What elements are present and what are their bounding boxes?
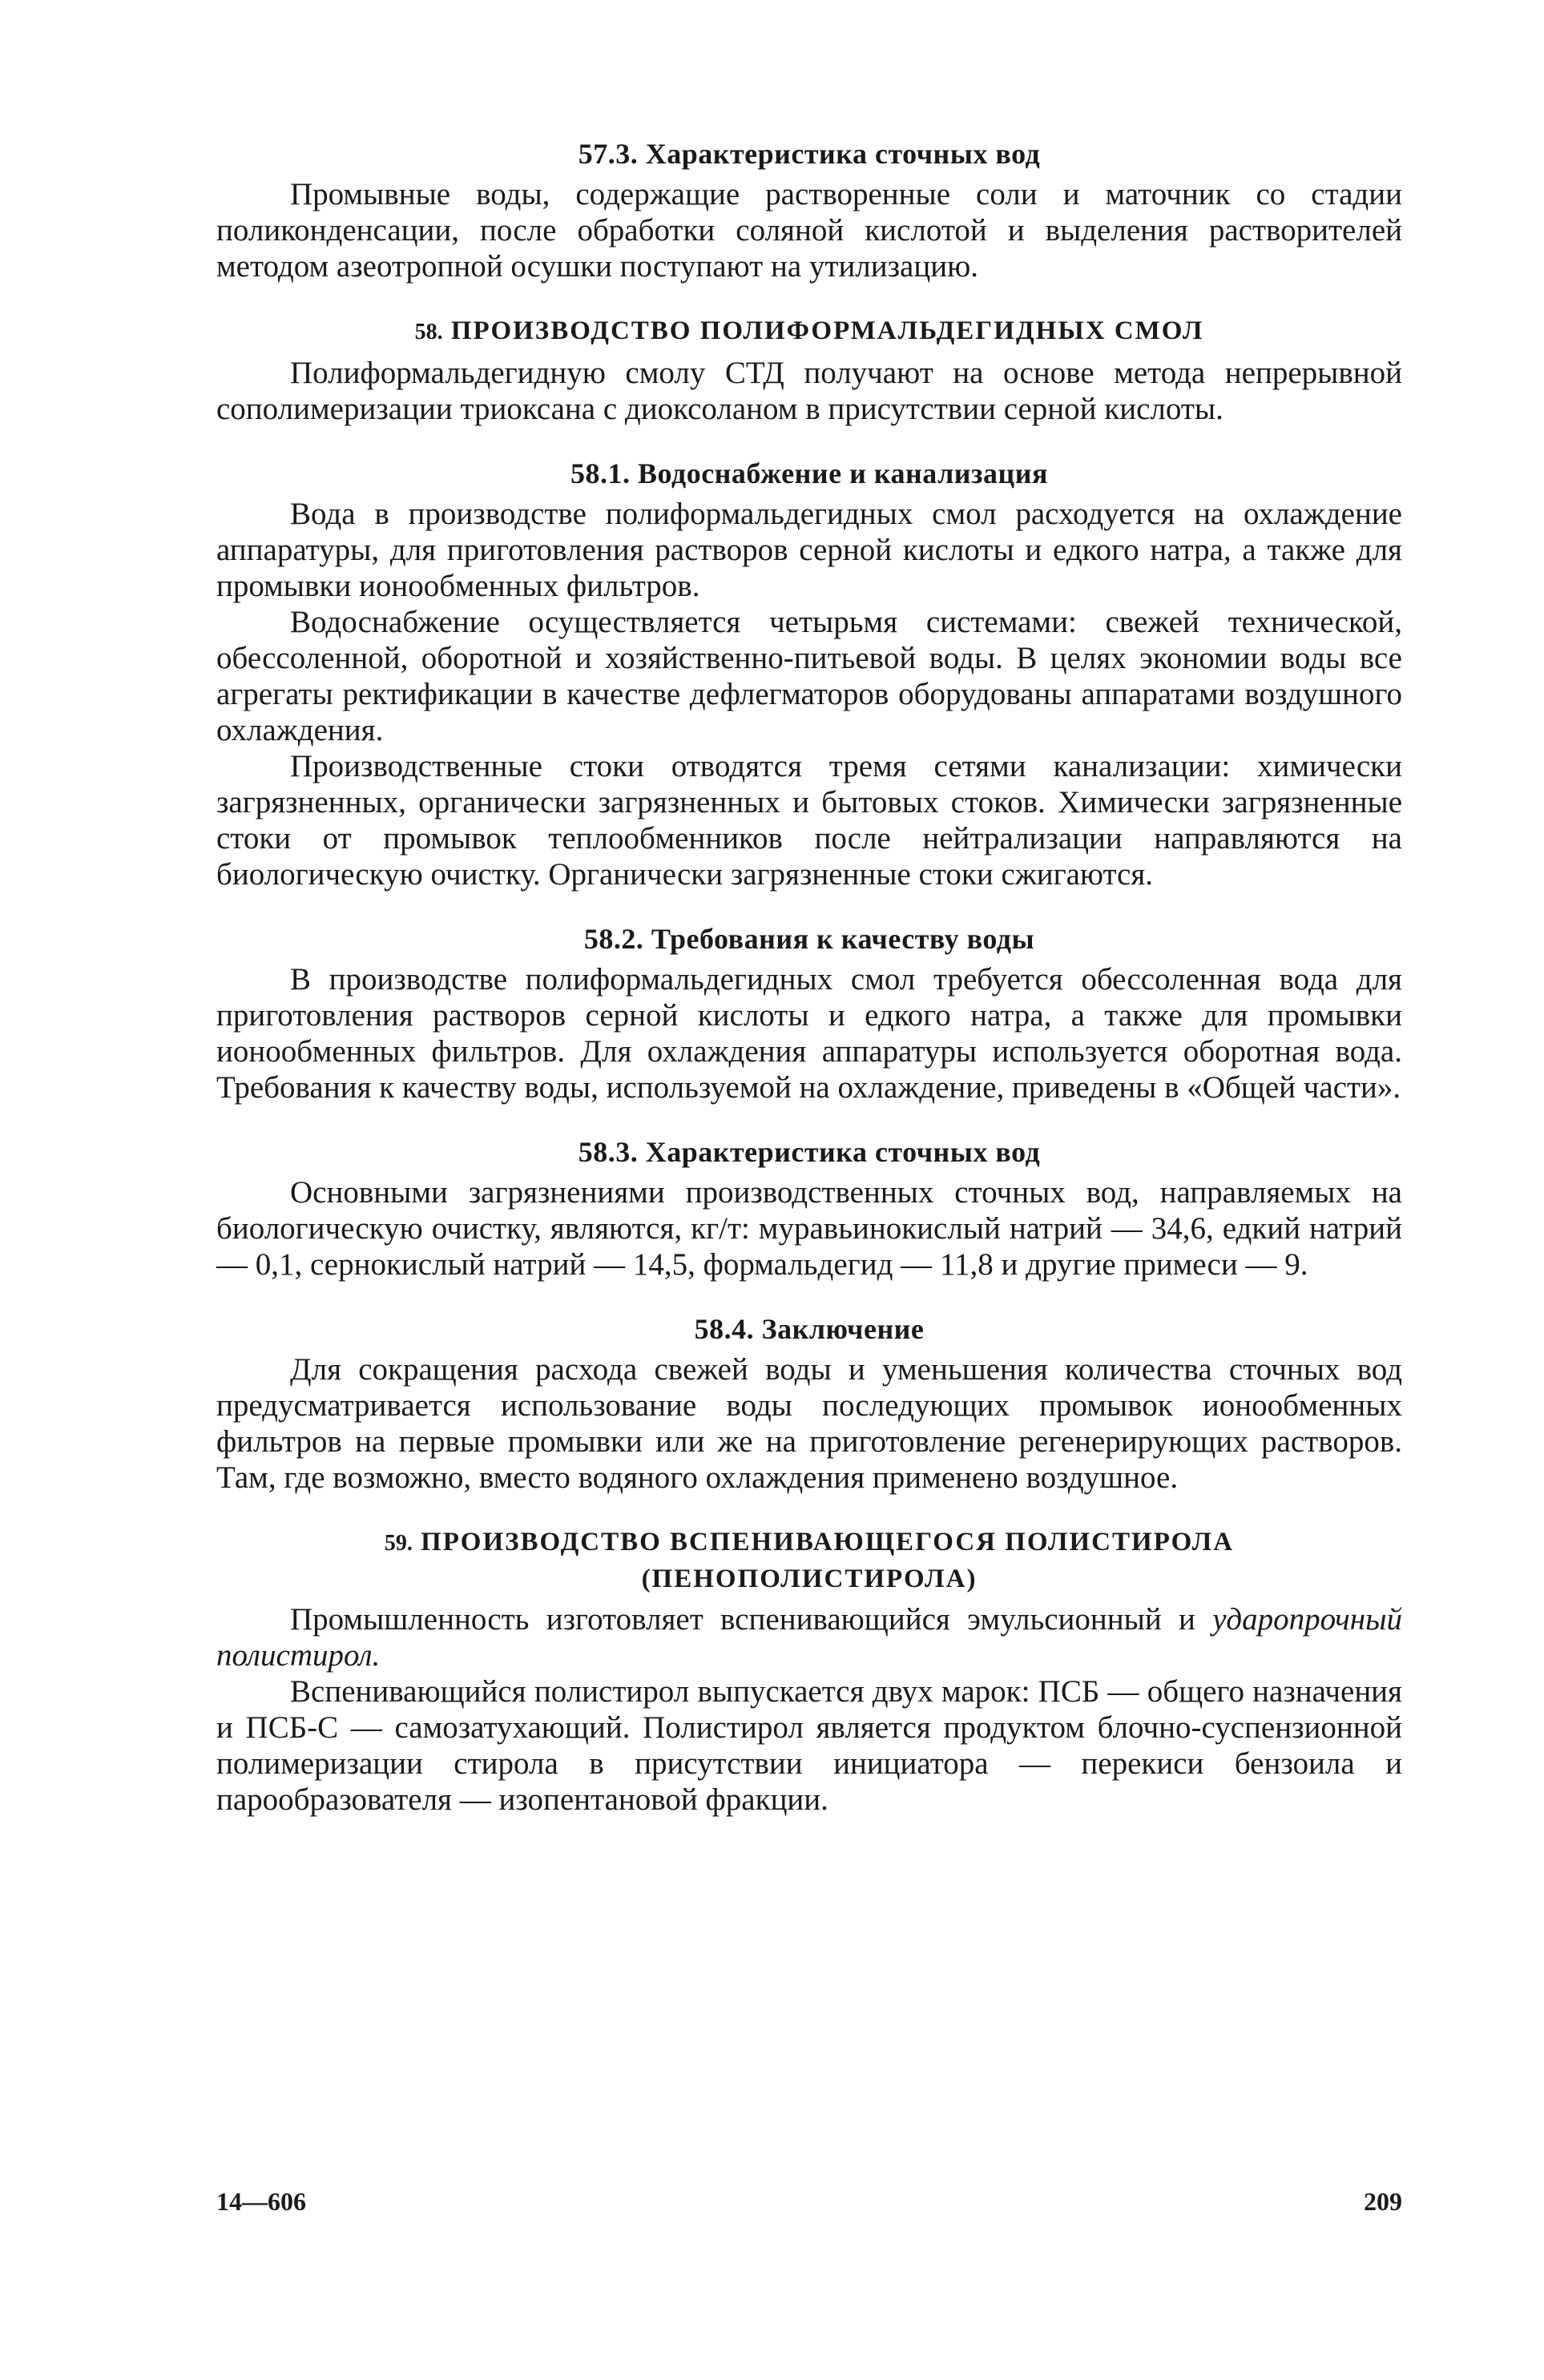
section-heading-58-4: 58.4. Заключение	[694, 1313, 925, 1345]
paragraph: Вода в производстве полиформальдегидных смол расходуется на охлаждение аппаратуры, для приготовления растворов серной кислоты и едкого натра, а также для промывки ионообменных фильтров.	[216, 497, 1402, 603]
paragraph: Производственные стоки отводятся тремя сетями канализации: химически загрязненных, органически загрязненных и бытовых стоков. Химически загрязненные стоки от промывок теплообменников после нейтрализации направляются на биологическую очистку. Органически загрязненные стоки сжигаются.	[216, 749, 1402, 892]
paragraph	[216, 1601, 1402, 1673]
chapter-heading-58	[216, 313, 1402, 350]
section-heading-58-3: 58.3. Характеристика сточных вод	[578, 1136, 1041, 1168]
chapter-title-line2: (ПЕНОПОЛИСТИРОЛА)	[641, 1565, 978, 1593]
section-heading-58-2: 58.2. Требования к качеству воды	[583, 923, 1035, 955]
page-number: 209	[1364, 2187, 1402, 2216]
chapter-number: 58.	[414, 320, 443, 344]
chapter-heading-59	[216, 1524, 1402, 1597]
chapter-number: 59.	[384, 1531, 413, 1556]
paragraph: Основными загрязнениями производственных сточных вод, направляемых на биологическую очистку, являются, кг/т: муравьинокислый натрий — 34,6, едкий натрий — 0,1, сернокислый натрий — 14,5, формальдегид — 11,8 и другие примеси — 9.	[216, 1175, 1402, 1282]
paragraph-text: Промышленность изготовляет вспенивающийся эмульсионный и	[290, 1602, 1213, 1637]
section-heading-57-3: 57.3. Характеристика сточных вод	[578, 138, 1041, 170]
page-content	[216, 136, 1402, 1818]
paragraph: Промывные воды, содержащие растворенные соли и маточник со стадии поликонденсации, после обработки соляной кислотой и выделения растворителей методом азеотропной осушки поступают на утилизацию.	[216, 177, 1402, 284]
paragraph: Полиформальдегидную смолу СТД получают на основе метода непрерывной сополимеризации триоксана с диоксоланом в присутствии серной кислоты.	[216, 356, 1402, 426]
printer-signature: 14—606	[216, 2187, 306, 2216]
paragraph: Водоснабжение осуществляется четырьмя системами: свежей технической, обессоленной, оборотной и хозяйственно-питьевой воды. В целях экономии воды все агрегаты ректификации в качестве дефлегматоров оборудованы аппаратами воздушного охлаждения.	[216, 605, 1402, 747]
chapter-title-line1: ПРОИЗВОДСТВО ВСПЕНИВАЮЩЕГОСЯ ПОЛИСТИРОЛА	[421, 1528, 1235, 1556]
paragraph: В производстве полиформальдегидных смол требуется обессоленная вода для приготовления растворов серной кислоты и едкого натра, а также для промывки ионообменных фильтров. Для охлаждения аппаратуры используется оборотная вода. Требования к качеству воды, используемой на охлаждение, приведены в «Общей части».	[216, 962, 1402, 1105]
chapter-title: ПРОИЗВОДСТВО ПОЛИФОРМАЛЬДЕГИДНЫХ СМОЛ	[450, 316, 1204, 345]
paragraph-italic-text: ударопрочный полистирол.	[216, 1602, 1402, 1673]
section-heading-58-1: 58.1. Водоснабжение и канализация	[570, 457, 1048, 489]
paragraph: Для сокращения расхода свежей воды и уменьшения количества сточных вод предусматривается использование воды последующих промывок ионообменных фильтров на первые промывки или же на приготовление регенерирующих растворов. Там, где возможно, вместо водяного охлаждения применено воздушное.	[216, 1352, 1402, 1495]
paragraph: Вспенивающийся полистирол выпускается двух марок: ПСБ — общего назначения и ПСБ-С — самозатухающий. Полистирол является продуктом блочно-суспензионной полимеризации стирола в присутствии инициатора — перекиси бензоила и парообразователя — изопентановой фракции.	[216, 1674, 1402, 1817]
